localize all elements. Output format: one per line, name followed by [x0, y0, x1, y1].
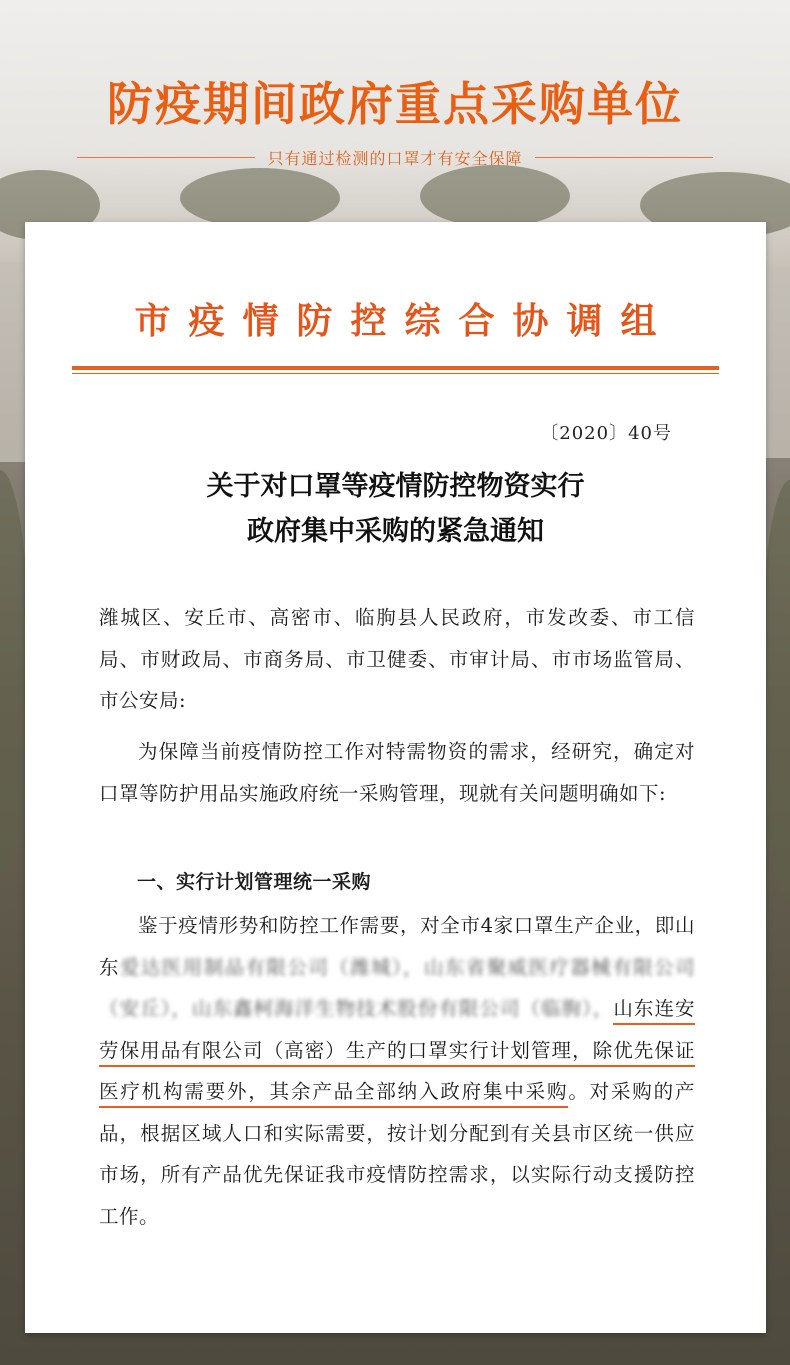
subtitle-divider-right — [535, 157, 713, 158]
intro-paragraph: 为保障当前疫情防控工作对特需物资的需求，经研究，确定对口罩等防护用品实施政府统一采购管理，现就有关问题明确如下: — [99, 740, 695, 805]
document-number: 〔2020〕40号 — [540, 423, 672, 444]
document-title — [25, 464, 766, 554]
section-heading-1: 一、实行计划管理统一采购 — [137, 871, 372, 893]
banner-subtitle: 只有通过检测的口罩才有安全保障 — [267, 148, 523, 168]
red-header-rule — [72, 366, 719, 370]
paragraph-text-end: 。对采购的产品，根据区域人口和实际需要，按计划分配到有关县市区统一供应市场，所有产品优先保证我市疫情防控需求，以实际行动支援防控工作。 — [99, 1080, 695, 1228]
red-header-rule-thin — [72, 373, 719, 374]
document-title-line-2: 政府集中采购的紧急通知 — [247, 516, 544, 547]
addressee-paragraph: 潍城区、安丘市、高密市、临朐县人民政府，市发改委、市工信局、市财政局、市商务局、市卫健委、市审计局、市市场监管局、市公安局: — [99, 606, 695, 712]
paragraph-text: 鉴于疫情形势和防控工作需要，对全市4家口罩生产企业，即山东 — [99, 914, 695, 979]
background-tree — [420, 165, 570, 227]
background-building — [766, 268, 790, 458]
background-tree — [180, 168, 340, 228]
section-1-paragraph — [99, 905, 695, 1237]
banner-title: 防疫期间政府重点采购单位 — [107, 77, 683, 131]
document-title-line-1: 关于对口罩等疫情防控物资实行 — [206, 471, 585, 502]
blurred-company-names: 爱达医用制品有限公司（潍城），山东省聚威医疗器械有限公司（安丘），山东鑫柯海洋生物技术股份有限公司（临朐）， — [99, 955, 695, 1020]
document-paper — [25, 222, 766, 1333]
subtitle-divider-left — [77, 157, 255, 158]
issuing-organization: 市疫情防控综合协调组 — [134, 300, 675, 342]
banner-subtitle-row — [0, 146, 790, 168]
background-building — [0, 262, 25, 462]
underlined-highlight: 山东连安劳保用品有限公司（高密）生产的口罩实行计划管理，除优先保证医疗机构需要外，其余产品全部纳入政府集中采购 — [99, 997, 695, 1108]
